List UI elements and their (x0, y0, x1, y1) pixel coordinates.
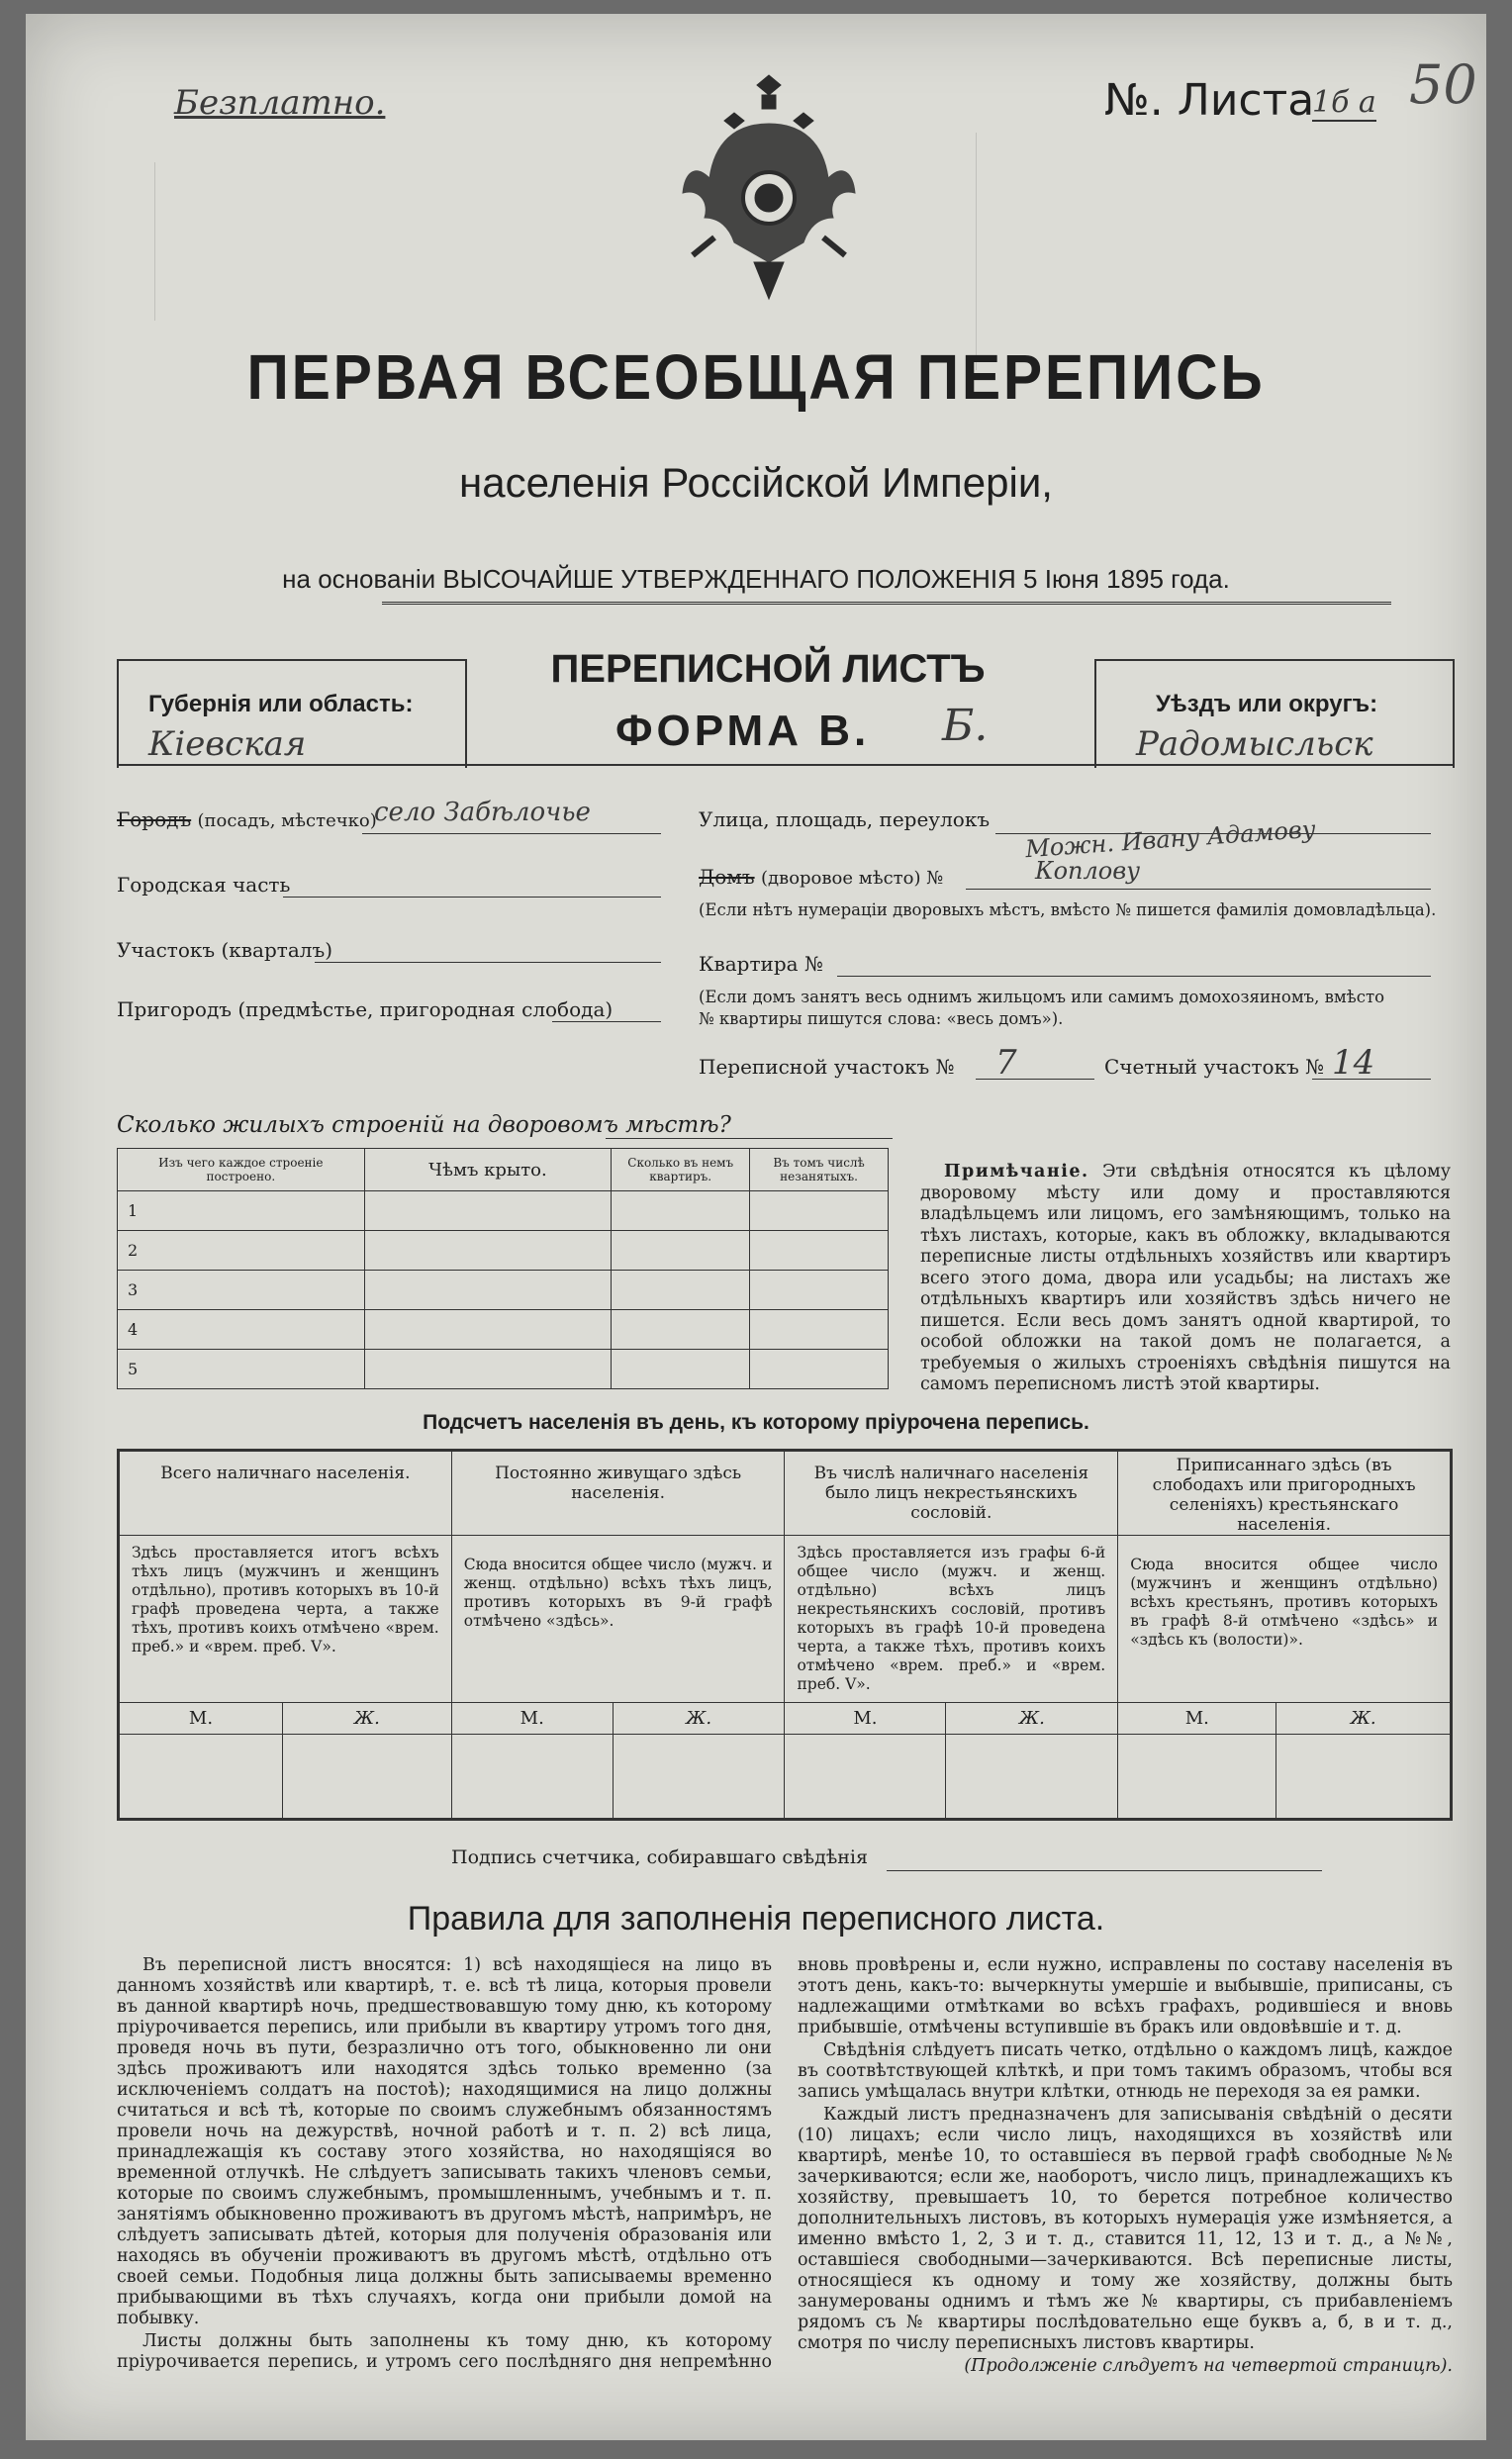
bleed-through-column (46, 162, 155, 321)
pop-col-head-peasant: Приписаннаго здѣсь (въ слободахъ или пригородныхъ селеніяхъ) крестьянскаго населенія. (1118, 1451, 1452, 1536)
rules-title: Правила для заполненія переписного листа. (407, 1900, 1105, 1938)
flat-note-a: (Если домъ занятъ весь однимъ жильцомъ или самимъ домохозяиномъ, вмѣсто (699, 988, 1385, 1006)
region-rule (117, 764, 1453, 766)
title-rule (382, 602, 1391, 605)
house-field (699, 865, 943, 889)
note-text: Эти свѣдѣнія относятся къ цѣлому дворовому мѣсту или дому и проставляются владѣльцемъ или лицомъ, его замѣняющимъ, только на тѣхъ листахъ, которые, какъ въ обложку, вкладываются переписные листы отдѣльныхъ хозяйствъ или квартиръ всего этого дома, двора или усадьбы; на листахъ же отдѣльныхъ квартиръ или хозяйствъ здѣсь ничего не пишется. Если весь домъ занятъ одной квартирой, то особой обложки на такой домъ не полагается, а требуемыя о жилыхъ строеніяхъ свѣдѣнія пишутся на самомъ переписномъ листѣ этой квартиры. (920, 1162, 1451, 1394)
house-value: Коплову (1035, 857, 1141, 885)
district-section-line (315, 962, 661, 963)
census-section-label: Переписной участокъ № (699, 1055, 955, 1079)
province-box (117, 659, 467, 768)
census-form-page (26, 14, 1486, 2440)
flat-line (837, 976, 1431, 977)
buildings-row (118, 1191, 889, 1231)
district-section-label: Участокъ (кварталъ) (117, 938, 332, 962)
rules-text (117, 1955, 1453, 2430)
rules-paragraph: Листы должны быть заполнены къ тому дню, къ которому пріурочивается перепись, и утромъ сего послѣдняго дня непремѣнно вновь провѣрены и, если нужно, исправлены по составу населенія въ этотъ день, какъ-то: вычеркнуты умершіе и выбывшіе, приписаны, съ надлежащими отмѣтками во всѣхъ графахъ, родившіеся и вновь прибывшіе, отмѣчены вступившіе въ бракъ или овдовѣвшіе и т. д. (117, 1955, 1453, 2372)
city-value: село Забѣлочье (374, 798, 591, 827)
buildings-row-number: 5 (118, 1350, 365, 1389)
bleed-through-line (976, 133, 977, 370)
city-label-struck: Городъ (117, 807, 192, 831)
rules-paragraph: Каждый листъ предназначенъ для записыванія свѣдѣній о десяти (10) лицахъ; если число лицъ, находящихся въ хозяйствѣ или квартирѣ, менѣе 10, то оставшіеся въ первой графѣ свободные №№ зачеркиваются; если же, наоборотъ, число лицъ, принадлежащихъ къ хозяйству, превышаетъ 10, то берется потребное количество дополнительныхъ листовъ, въ которыхъ нумерація уже измѣняется, а именно вмѣсто 1, 2, 3 и т. д., ставится 11, 12, 13 и т. д., а №№, оставшіеся свободными—зачеркиваются. Всѣ переписные листы, относящіеся къ одному и тому же хозяйству, должны быть занумерованы однимъ и тѣмъ же № квартиры, съ прибавленіемъ рядомъ съ № квартиры послѣдовательно еще буквъ а, б, в и т. д., смотря по числу переписныхъ листовъ квартиры. (798, 2105, 1453, 2353)
city-label-rest: (посадъ, мѣстечко) (197, 810, 377, 831)
street-value: Можн. Ивану Адамову (1024, 814, 1317, 864)
house-note: (Если нѣтъ нумераціи дворовыхъ мѣстъ, вмѣсто № пишется фамилія домовладѣльца). (699, 900, 1437, 919)
buildings-row-number: 3 (118, 1271, 365, 1310)
street-label: Улица, площадь, переулокъ (699, 807, 991, 831)
pop-col-body-total: Здѣсь проставляется итогъ всѣхъ тѣхъ лицъ (мужчинъ и женщинъ отдѣльно), противъ которыхъ въ 10-й графѣ проведена черта, а также тѣхъ, противъ коихъ отмѣчено «врем. преб.» и «врем. преб. V». (119, 1536, 452, 1703)
buildings-question: Сколько жилыхъ строеній на дворовомъ мѣстѣ? (117, 1112, 731, 1138)
pop-col-body-nonpeasant: Здѣсь проставляется изъ графы 6-й общее число (мужч. и женщ. отдѣльно) всѣхъ лицъ некрестьянскихъ сословій, противъ которыхъ въ графѣ 10-й проведена черта, а также тѣхъ, противъ коихъ отмѣчено «врем. преб.» и «врем. преб. V». (785, 1536, 1118, 1703)
buildings-row-number: 4 (118, 1310, 365, 1350)
house-label-rest: (дворовое мѣсто) № (760, 868, 944, 889)
pop-values-row (119, 1735, 1452, 1820)
province-value: Кіевская (148, 724, 307, 764)
district-value: Радомысльск (1136, 724, 1373, 764)
pop-m-label: М. (451, 1703, 613, 1735)
city-line (362, 833, 661, 834)
buildings-table (117, 1148, 889, 1389)
count-section-label: Счетный участокъ № (1104, 1055, 1325, 1079)
pop-col-body-peasant: Сюда вносится общее число (мужчинъ и женщинъ отдѣльно) всѣхъ крестьянъ, противъ которыхъ въ графѣ 8-й отмѣчено «здѣсь» и «здѣсь къ (волости)». (1118, 1536, 1452, 1703)
note-label: Примѣчаніе. (944, 1162, 1089, 1182)
pop-f-label: Ж. (283, 1703, 452, 1735)
district-label: Уѣздъ или округъ: (1156, 691, 1378, 717)
pop-f-label: Ж. (946, 1703, 1118, 1735)
buildings-row (118, 1231, 889, 1271)
census-section-line (976, 1079, 1094, 1080)
page-number: 50 (1409, 53, 1477, 116)
city-part-label: Городская часть (117, 873, 291, 897)
population-table (117, 1449, 1453, 1821)
sheet-number-label: №. Листа (1104, 75, 1315, 126)
pop-col-head-nonpeasant: Въ числѣ наличнаго населенія было лицъ некрестьянскихъ сословій. (785, 1451, 1118, 1536)
province-label: Губернія или область: (148, 691, 414, 717)
census-section-value: 7 (995, 1043, 1017, 1083)
buildings-note (920, 1162, 1451, 1396)
form-label: ФОРМА В. (615, 707, 871, 755)
double-headed-eagle-emblem (675, 69, 863, 307)
pop-col-head-permanent: Постоянно живущаго здѣсь населенія. (451, 1451, 785, 1536)
buildings-row (118, 1271, 889, 1310)
free-label: Безплатно. (174, 83, 386, 123)
buildings-row (118, 1350, 889, 1389)
count-section-value: 14 (1332, 1043, 1375, 1083)
buildings-header-roof: Чѣмъ крыто. (364, 1149, 612, 1191)
sheet-number-value: 1б а (1312, 85, 1376, 120)
population-title: Подсчетъ населенія въ день, къ которому пріурочена перепись. (423, 1411, 1089, 1434)
buildings-row-number: 2 (118, 1231, 365, 1271)
buildings-question-line (606, 1138, 893, 1139)
signature-label: Подпись счетчика, собиравшаго свѣдѣнія (451, 1846, 868, 1868)
pop-m-label: М. (1118, 1703, 1276, 1735)
buildings-row-number: 1 (118, 1191, 365, 1231)
buildings-row (118, 1310, 889, 1350)
signature-line (887, 1870, 1322, 1871)
buildings-header-material: Изъ чего каждое строеніе построено. (118, 1149, 365, 1191)
pop-f-label: Ж. (613, 1703, 785, 1735)
suburb-label: Пригородъ (предмѣстье, пригородная слобода) (117, 997, 614, 1021)
rules-continuation: (Продолженіе слѣдуетъ на четвертой страницѣ). (964, 2356, 1453, 2376)
house-label-struck: Домъ (699, 865, 755, 889)
pop-col-head-total: Всего наличнаго населенія. (119, 1451, 452, 1536)
flat-note-b: № квартиры пишутся слова: «весь домъ»). (699, 1009, 1064, 1028)
buildings-header-vacant: Въ томъ числѣ незанятыхъ. (750, 1149, 889, 1191)
pop-f-label: Ж. (1276, 1703, 1452, 1735)
pop-col-body-permanent: Сюда вносится общее число (мужч. и женщ. отдѣльно) всѣхъ тѣхъ лицъ, противъ которыхъ въ 9-й графѣ отмѣчено «здѣсь». (451, 1536, 785, 1703)
subtitle: населенія Россійской Имперіи, (459, 459, 1053, 506)
census-sheet-title: ПЕРЕПИСНОЙ ЛИСТЪ (550, 647, 986, 691)
rules-paragraph: Въ переписной листъ вносятся: 1) всѣ находящіеся на лицо въ данномъ хозяйствѣ или квартирѣ, т. е. всѣ тѣ лица, которыя провели въ данной квартирѣ ночь, предшествовавшую тому дню, къ которому пріурочивается перепись, или прибыли въ квартиру утромъ того дня, проведя ночь въ пути, безразлично отъ того, обыкновенно ли они здѣсь проживаютъ или находятся здѣсь только временно (за исключеніемъ солдатъ на постоѣ); находящимися на лицо должны считаться и всѣ тѣ, которые по своимъ служебнымъ обязанностямъ провели ночь на дежурствѣ, ночной работѣ и т. п. 2) всѣ лица, принадлежащія къ составу этого хозяйства, но находящіяся во временной отлучкѣ. Не слѣдуетъ записывать такихъ членовъ семьи, которые по своимъ служебнымъ, промышленнымъ, учебнымъ и т. п. занятіямъ обыкновенно проживаютъ въ другомъ мѣстѣ, напримѣръ, не слѣдуетъ записывать дѣтей, которыя для полученія образованія или находясь въ обученіи проживаютъ въ другомъ мѣстѣ, отдѣльно отъ своей семьи. Подобныя лица должны быть записываемы временно прибывающими въ тѣхъ случаяхъ, когда они прибыли домой на побывку. (117, 1955, 772, 2328)
suburb-line (552, 1021, 661, 1022)
city-field (117, 807, 377, 831)
district-box (1094, 659, 1455, 768)
pop-m-label: М. (119, 1703, 283, 1735)
flat-label: Квартира № (699, 952, 823, 976)
legal-basis: на основаніи ВЫСОЧАЙШЕ УТВЕРЖДЕННАГО ПОЛОЖЕНІЯ 5 Іюня 1895 года. (282, 564, 1230, 594)
rules-paragraph: Свѣдѣнія слѣдуетъ писать четко, отдѣльно о каждомъ лицѣ, каждое въ соотвѣтствующей клѣткѣ, и при томъ такимъ образомъ, чтобы вся запись умѣщалась внутри клѣтки, отнюдь не переходя за ея рамки. (798, 2040, 1453, 2102)
form-value: Б. (942, 701, 989, 751)
main-title: ПЕРВАЯ ВСЕОБЩАЯ ПЕРЕПИСЬ (246, 341, 1266, 413)
buildings-header-flats: Сколько въ немъ квартиръ. (612, 1149, 750, 1191)
city-part-line (283, 897, 661, 898)
house-line (966, 889, 1431, 890)
pop-m-label: М. (785, 1703, 946, 1735)
